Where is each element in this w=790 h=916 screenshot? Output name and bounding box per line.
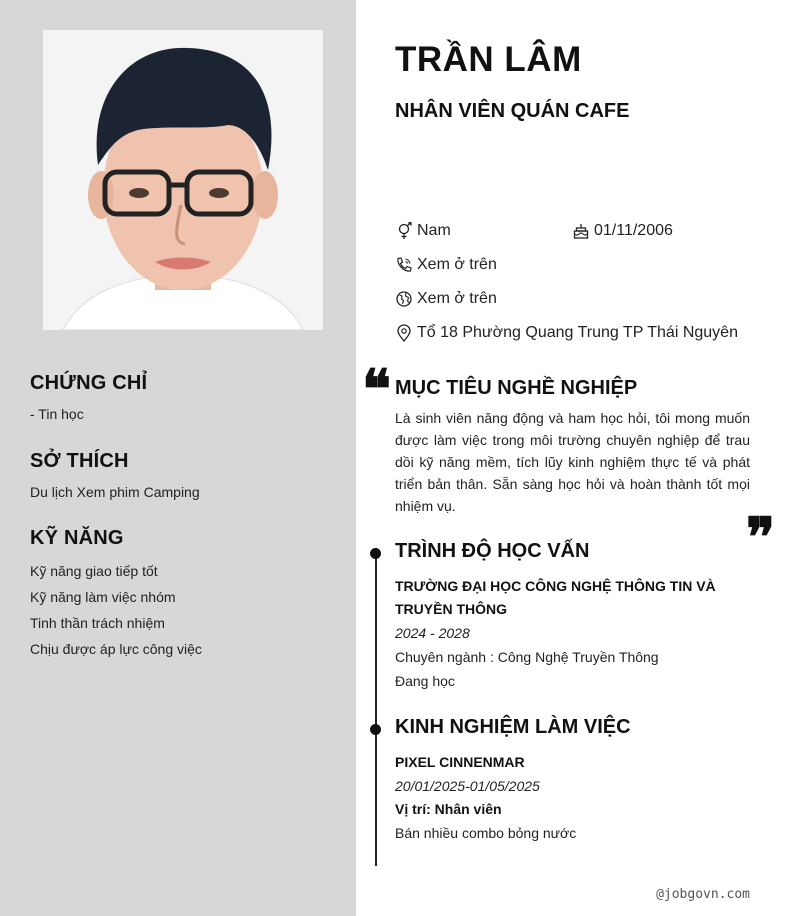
certificates-title: CHỨNG CHỈ — [30, 372, 148, 394]
timeline-line — [375, 548, 377, 866]
experience-title: KINH NGHIỆM LÀM VIỆC — [395, 716, 631, 738]
hobby-item: Du lịch Xem phim Camping — [30, 484, 200, 500]
skill-item: Kỹ năng làm việc nhóm — [30, 589, 176, 605]
map-pin-icon — [395, 324, 413, 342]
education-title: TRÌNH ĐỘ HỌC VẤN — [395, 540, 590, 562]
certificate-item: - Tin học — [30, 406, 84, 422]
skill-item: Tinh thần trách nhiệm — [30, 615, 165, 631]
phone-value: Xem ở trên — [417, 256, 497, 273]
cake-icon — [572, 222, 590, 240]
website-value: Xem ở trên — [417, 290, 497, 307]
globe-icon — [395, 290, 413, 308]
gender-value: Nam — [417, 222, 451, 239]
open-quote-icon: ❝ — [362, 357, 392, 421]
skills-title: KỸ NĂNG — [30, 527, 124, 549]
birthday-row — [572, 222, 673, 240]
experience-description: Bán nhiều combo bỏng nước — [395, 825, 577, 841]
profile-photo — [43, 30, 323, 330]
education-period: 2024 - 2028 — [395, 625, 470, 641]
candidate-name: TRẦN LÂM — [395, 40, 582, 79]
experience-position: Vị trí: Nhân viên — [395, 801, 502, 817]
education-status: Đang học — [395, 673, 455, 689]
candidate-role: NHÂN VIÊN QUÁN CAFE — [395, 100, 630, 122]
objective-text: Là sinh viên năng động và ham học hỏi, tôi mong muốn được làm việc trong môi trường chuyên nghiệp để trau dồi kỹ năng mềm, tích lũy kinh nghiệm thực tế và phát triển bản thân. Sẵn sàng học hỏi và hoàn thành tốt mọi nhiệm vụ. — [395, 410, 750, 514]
birthday-value: 01/11/2006 — [594, 222, 673, 239]
company-name: PIXEL CINNENMAR — [395, 754, 525, 770]
certificates-section — [30, 372, 330, 427]
skills-section — [30, 527, 330, 662]
objective-title: MỤC TIÊU NGHỀ NGHIỆP — [395, 377, 638, 399]
timeline-dot — [370, 724, 381, 735]
sidebar — [0, 0, 356, 916]
address-value: Tổ 18 Phường Quang Trung TP Thái Nguyên — [417, 324, 738, 341]
education-major: Chuyên ngành : Công Nghệ Truyền Thông — [395, 649, 659, 665]
watermark: @jobgovn.com — [656, 887, 750, 902]
experience-period: 20/01/2025-01/05/2025 — [395, 778, 540, 794]
address-row — [395, 324, 738, 342]
close-quote-icon: ❞ — [746, 505, 776, 569]
education-block — [395, 575, 755, 693]
skill-item: Chịu được áp lực công việc — [30, 641, 202, 657]
skill-item: Kỹ năng giao tiếp tốt — [30, 563, 158, 579]
profile-photo-image — [43, 30, 323, 330]
gender-icon — [395, 222, 413, 240]
school-name: TRƯỜNG ĐẠI HỌC CÔNG NGHỆ THÔNG TIN VÀ TRUYỀN THÔNG — [395, 578, 716, 617]
phone-row — [395, 256, 497, 274]
phone-icon — [395, 256, 413, 274]
timeline-dot — [370, 548, 381, 559]
website-row — [395, 290, 497, 308]
experience-block — [395, 751, 755, 845]
hobbies-title: SỞ THÍCH — [30, 450, 129, 472]
hobbies-section — [30, 450, 330, 505]
gender-row — [395, 222, 451, 240]
